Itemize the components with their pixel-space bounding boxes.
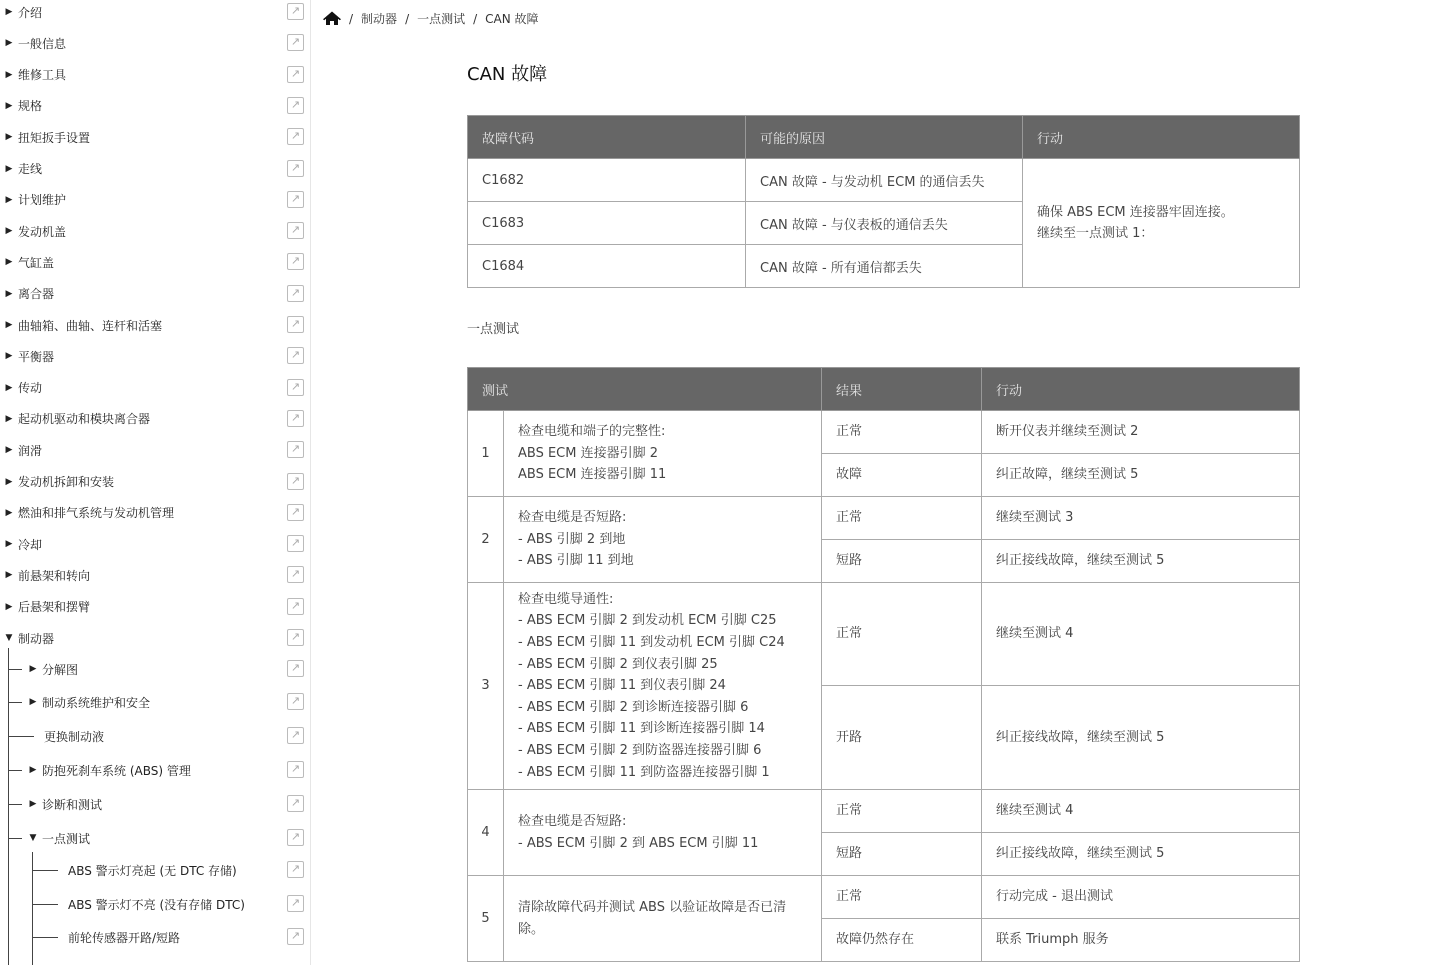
fault-code-table <box>467 115 1300 288</box>
open-external-icon[interactable]: ↗ <box>287 829 304 846</box>
sidebar-item[interactable] <box>0 532 310 556</box>
caret-right-icon[interactable]: ▶ <box>5 507 13 518</box>
tree-connector <box>8 648 9 965</box>
sidebar-item-label: 前悬架和转向 <box>18 568 91 583</box>
fault-code: C1683 <box>468 202 746 245</box>
column-header: 行动 <box>982 368 1300 411</box>
sidebar-item-label: 前轮传感器开路/短路 <box>68 930 181 945</box>
column-header: 故障代码 <box>468 116 746 159</box>
test-result: 正常 <box>822 583 982 686</box>
sidebar-item-label: 诊断和测试 <box>42 797 103 812</box>
tree-connector <box>32 870 58 871</box>
open-external-icon[interactable]: ↗ <box>287 795 304 812</box>
test-step: - ABS ECM 引脚 11 到诊断连接器引脚 14 <box>518 721 765 737</box>
main-content <box>311 0 1435 965</box>
test-step: - ABS 引脚 11 到地 <box>518 553 634 569</box>
caret-right-icon[interactable]: ▶ <box>5 601 13 612</box>
sidebar-item-label: 燃油和排气系统与发动机管理 <box>18 506 175 521</box>
open-external-icon[interactable]: ↗ <box>287 861 304 878</box>
sidebar-item[interactable] <box>0 157 310 181</box>
test-step: - ABS ECM 引脚 2 到 ABS ECM 引脚 11 <box>518 835 759 851</box>
table-row <box>468 497 1300 540</box>
test-step: - ABS ECM 引脚 2 到仪表引脚 25 <box>518 656 718 672</box>
breadcrumb-sep: / <box>473 11 478 26</box>
open-external-icon[interactable]: ↗ <box>287 253 304 270</box>
sidebar-item[interactable] <box>0 438 310 462</box>
page-title: CAN 故障 <box>467 64 548 85</box>
caret-right-icon[interactable]: ▶ <box>5 382 13 393</box>
table-row <box>468 790 1300 833</box>
caret-right-icon[interactable]: ▶ <box>5 132 13 143</box>
sidebar-item[interactable] <box>0 94 310 118</box>
sidebar-item[interactable] <box>0 595 310 619</box>
test-result: 故障 <box>822 454 982 497</box>
test-action: 纠正故障，继续至测试 5 <box>982 454 1300 497</box>
breadcrumb-sep: / <box>349 11 354 26</box>
test-action: 继续至测试 3 <box>982 497 1300 540</box>
sidebar-item[interactable] <box>0 219 310 243</box>
sidebar-item[interactable] <box>0 125 310 149</box>
test-step: - ABS ECM 引脚 2 到诊断连接器引脚 6 <box>518 699 749 715</box>
fault-code: C1682 <box>468 159 746 202</box>
tree-connector <box>32 904 58 905</box>
caret-right-icon[interactable]: ▶ <box>5 194 13 205</box>
test-step: - ABS 引脚 2 到地 <box>518 531 626 547</box>
sidebar-item-label: 曲轴箱、曲轴、连杆和活塞 <box>18 318 163 333</box>
open-external-icon[interactable]: ↗ <box>287 441 304 458</box>
column-header: 行动 <box>1023 116 1300 159</box>
tree-connector <box>32 852 33 965</box>
caret-right-icon[interactable]: ▶ <box>5 257 13 268</box>
test-result: 短路 <box>822 540 982 583</box>
test-description <box>504 790 822 876</box>
sidebar-item[interactable] <box>0 563 310 587</box>
open-external-icon[interactable]: ↗ <box>287 473 304 490</box>
sidebar-item[interactable] <box>0 690 310 714</box>
open-external-icon[interactable]: ↗ <box>287 761 304 778</box>
sidebar-item-label: 制动器 <box>18 631 55 646</box>
table-row <box>468 583 1300 686</box>
caret-right-icon[interactable]: ▶ <box>5 100 13 111</box>
caret-right-icon[interactable]: ▶ <box>29 664 37 674</box>
sidebar-item-label: 起动机驱动和模块离合器 <box>18 412 151 427</box>
sidebar-item[interactable] <box>0 250 310 274</box>
test-result: 故障仍然存在 <box>822 919 982 962</box>
tree-connector <box>8 770 22 771</box>
sidebar-item[interactable] <box>0 282 310 306</box>
test-step: 检查电缆是否短路: <box>518 510 627 526</box>
sidebar-item-label: 润滑 <box>18 443 43 458</box>
sidebar-item[interactable] <box>0 63 310 87</box>
open-external-icon[interactable]: ↗ <box>287 693 304 710</box>
test-action: 纠正接线故障，继续至测试 5 <box>982 540 1300 583</box>
test-action: 继续至测试 4 <box>982 583 1300 686</box>
open-external-icon[interactable]: ↗ <box>287 629 304 646</box>
caret-down-icon[interactable]: ▼ <box>5 633 13 643</box>
breadcrumb-sep: / <box>405 11 410 26</box>
caret-right-icon[interactable]: ▶ <box>5 38 13 49</box>
sidebar-item-label: 走线 <box>18 162 43 176</box>
open-external-icon[interactable]: ↗ <box>287 566 304 583</box>
sidebar-item[interactable] <box>0 376 310 400</box>
sidebar-item-label: 计划维护 <box>18 193 67 208</box>
sidebar-item-label: 平衡器 <box>18 349 55 364</box>
open-external-icon[interactable]: ↗ <box>287 410 304 427</box>
open-external-icon[interactable]: ↗ <box>287 191 304 208</box>
sidebar-item[interactable] <box>0 724 310 748</box>
action-line: 确保 ABS ECM 连接器牢固连接。 <box>1037 205 1234 220</box>
open-external-icon[interactable]: ↗ <box>287 535 304 552</box>
sidebar-item[interactable] <box>0 407 310 431</box>
sidebar-item-label: 防抱死刹车系统 (ABS) 管理 <box>42 763 191 778</box>
sidebar-item-label: 传动 <box>18 381 43 396</box>
sidebar-item[interactable] <box>0 470 310 494</box>
open-external-icon[interactable]: ↗ <box>287 128 304 145</box>
open-external-icon[interactable]: ↗ <box>287 285 304 302</box>
sidebar-item-label: 更换制动液 <box>44 729 105 744</box>
open-external-icon[interactable]: ↗ <box>287 222 304 239</box>
open-external-icon[interactable]: ↗ <box>287 316 304 333</box>
sidebar-item[interactable] <box>0 758 310 782</box>
test-step: ABS ECM 连接器引脚 11 <box>518 467 667 483</box>
sidebar-item[interactable] <box>0 0 310 24</box>
sidebar-item[interactable] <box>0 501 310 525</box>
caret-right-icon[interactable]: ▶ <box>5 476 13 487</box>
pinpoint-test-table <box>467 367 1300 962</box>
section-heading: 一点测试 <box>467 322 520 337</box>
open-external-icon[interactable]: ↗ <box>287 660 304 677</box>
sidebar-item-label: ABS 警示灯不亮 (没有存储 DTC) <box>68 897 245 912</box>
test-step: - ABS ECM 引脚 11 到仪表引脚 24 <box>518 678 726 694</box>
sidebar-nav <box>0 0 311 965</box>
caret-right-icon[interactable]: ▶ <box>5 351 13 362</box>
sidebar-item-label: 后悬架和摆臂 <box>18 600 91 615</box>
tree-connector <box>8 736 34 737</box>
test-step: 检查电缆导通性: <box>518 591 614 607</box>
test-number: 1 <box>468 411 504 497</box>
column-header: 测试 <box>468 368 822 411</box>
column-header: 可能的原因 <box>746 116 1023 159</box>
test-step: - ABS ECM 引脚 11 到发动机 ECM 引脚 C24 <box>518 635 785 651</box>
test-result: 开路 <box>822 686 982 790</box>
sidebar-item-label: 冷却 <box>18 537 43 552</box>
open-external-icon[interactable]: ↗ <box>287 379 304 396</box>
test-result: 正常 <box>822 411 982 454</box>
test-description <box>504 876 822 962</box>
caret-right-icon[interactable]: ▶ <box>5 69 13 80</box>
breadcrumb-item[interactable]: 一点测试 <box>417 12 466 26</box>
breadcrumb <box>323 10 539 27</box>
test-step: - ABS ECM 引脚 2 到防盗器连接器引脚 6 <box>518 742 762 758</box>
caret-down-icon[interactable]: ▼ <box>29 833 37 843</box>
test-description <box>504 497 822 583</box>
sidebar-item[interactable] <box>0 313 310 337</box>
test-step: 检查电缆和端子的完整性: <box>518 424 666 440</box>
fault-action <box>1023 159 1300 288</box>
test-result: 正常 <box>822 790 982 833</box>
sidebar-item[interactable] <box>0 188 310 212</box>
sidebar-item-label: 分解图 <box>42 662 79 677</box>
open-external-icon[interactable]: ↗ <box>287 97 304 114</box>
sidebar-item[interactable] <box>0 626 310 650</box>
sidebar-item[interactable] <box>0 344 310 368</box>
open-external-icon[interactable]: ↗ <box>287 66 304 83</box>
column-header: 结果 <box>822 368 982 411</box>
test-action: 纠正接线故障，继续至测试 5 <box>982 686 1300 790</box>
caret-right-icon[interactable]: ▶ <box>5 288 13 299</box>
caret-right-icon[interactable]: ▶ <box>5 445 13 456</box>
sidebar-item-label: 一般信息 <box>18 36 67 51</box>
sidebar-item[interactable] <box>0 657 310 681</box>
sidebar-item-label: 一点测试 <box>42 831 91 846</box>
sidebar-item[interactable] <box>0 826 310 850</box>
table-row <box>468 159 1300 202</box>
test-number: 5 <box>468 876 504 962</box>
open-external-icon[interactable]: ↗ <box>287 504 304 521</box>
sidebar-item-label: ABS 警示灯亮起 (无 DTC 存储) <box>68 863 237 878</box>
open-external-icon[interactable]: ↗ <box>287 598 304 615</box>
tree-connector <box>8 669 22 670</box>
tree-connector <box>32 937 58 938</box>
caret-right-icon[interactable]: ▶ <box>5 413 13 424</box>
test-action: 断开仪表并继续至测试 2 <box>982 411 1300 454</box>
table-row <box>468 876 1300 919</box>
test-action: 纠正接线故障，继续至测试 5 <box>982 833 1300 876</box>
test-action: 继续至测试 4 <box>982 790 1300 833</box>
sidebar-item-label: 离合器 <box>18 287 55 302</box>
sidebar-item-label: 扭矩扳手设置 <box>18 130 91 145</box>
test-step: 清除故障代码并测试 ABS 以验证故障是否已清除。 <box>518 899 787 937</box>
test-action: 行动完成 - 退出测试 <box>982 876 1300 919</box>
test-step: 检查电缆是否短路: <box>518 813 627 829</box>
open-external-icon[interactable]: ↗ <box>287 34 304 51</box>
fault-cause: CAN 故障 - 与仪表板的通信丢失 <box>746 202 1023 245</box>
open-external-icon[interactable]: ↗ <box>287 160 304 177</box>
test-step: - ABS ECM 引脚 11 到防盗器连接器引脚 1 <box>518 764 770 780</box>
open-external-icon[interactable]: ↗ <box>287 347 304 364</box>
open-external-icon[interactable]: ↗ <box>287 895 304 912</box>
fault-cause: CAN 故障 - 与发动机 ECM 的通信丢失 <box>746 159 1023 202</box>
caret-right-icon[interactable]: ▶ <box>29 799 37 809</box>
sidebar-item-label: 介绍 <box>18 5 43 20</box>
caret-right-icon[interactable]: ▶ <box>5 226 13 237</box>
tree-connector <box>8 838 22 839</box>
sidebar-item-label: 规格 <box>18 99 43 114</box>
sidebar-item[interactable] <box>0 792 310 816</box>
fault-cause: CAN 故障 - 所有通信都丢失 <box>746 245 1023 288</box>
test-action: 联系 Triumph 服务 <box>982 919 1300 962</box>
test-result: 正常 <box>822 497 982 540</box>
test-number: 2 <box>468 497 504 583</box>
caret-right-icon[interactable]: ▶ <box>5 163 13 174</box>
sidebar-item-label: 气缸盖 <box>18 255 55 270</box>
caret-right-icon[interactable]: ▶ <box>5 570 13 581</box>
action-line: 继续至一点测试 1： <box>1037 226 1154 241</box>
sidebar-item-label: 制动系统维护和安全 <box>42 695 151 710</box>
test-result: 短路 <box>822 833 982 876</box>
home-icon[interactable] <box>323 11 341 26</box>
open-external-icon[interactable]: ↗ <box>287 3 304 20</box>
test-number: 3 <box>468 583 504 790</box>
test-step: ABS ECM 连接器引脚 2 <box>518 445 659 461</box>
caret-right-icon[interactable]: ▶ <box>29 765 37 775</box>
table-row <box>468 411 1300 454</box>
test-description <box>504 411 822 497</box>
open-external-icon[interactable]: ↗ <box>287 727 304 744</box>
test-number: 4 <box>468 790 504 876</box>
caret-right-icon[interactable]: ▶ <box>5 7 13 17</box>
breadcrumb-current: CAN 故障 <box>485 12 539 26</box>
test-result: 正常 <box>822 876 982 919</box>
tree-connector <box>8 804 22 805</box>
sidebar-item-label: 维修工具 <box>18 68 67 83</box>
sidebar-item[interactable] <box>0 31 310 55</box>
test-step: - ABS ECM 引脚 2 到发动机 ECM 引脚 C25 <box>518 613 777 629</box>
sidebar-item-label: 发动机拆卸和安装 <box>18 475 115 489</box>
caret-right-icon[interactable]: ▶ <box>5 539 13 550</box>
open-external-icon[interactable]: ↗ <box>287 928 304 945</box>
caret-right-icon[interactable]: ▶ <box>29 697 37 707</box>
fault-code: C1684 <box>468 245 746 288</box>
sidebar-item-label: 发动机盖 <box>18 224 67 239</box>
caret-right-icon[interactable]: ▶ <box>5 320 13 330</box>
tree-connector <box>8 702 22 703</box>
test-description <box>504 583 822 790</box>
breadcrumb-item[interactable]: 制动器 <box>361 12 398 26</box>
